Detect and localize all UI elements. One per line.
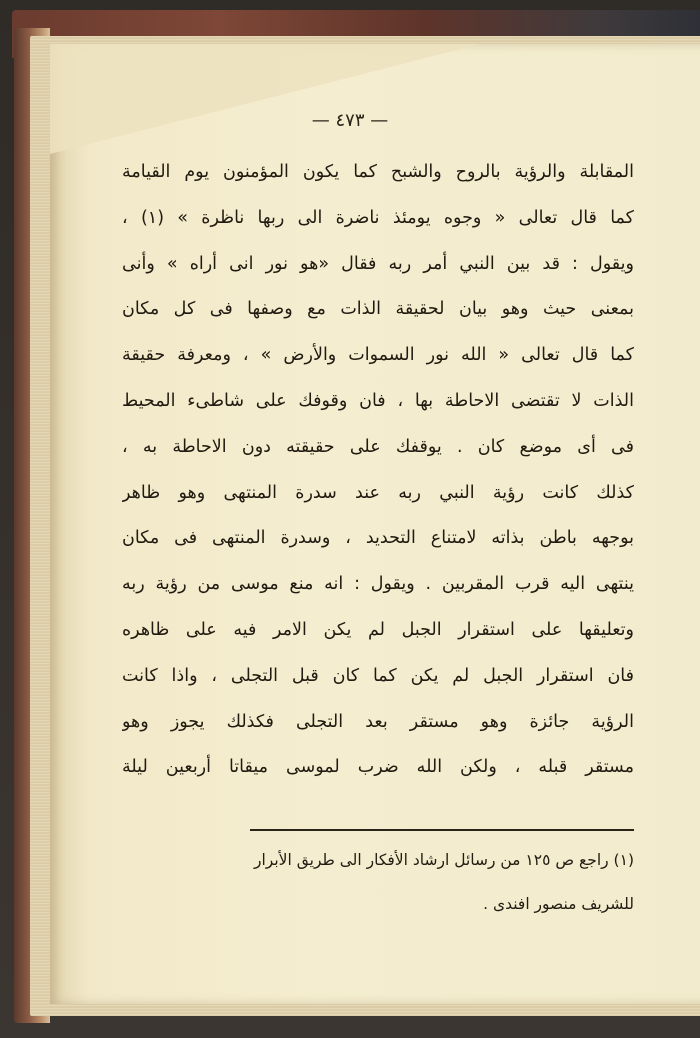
text-line: المقابلة والرؤية بالروح والشبح كما يكون المؤمنون يوم القيامة bbox=[122, 162, 634, 182]
text-line: بمعنى حيث وهو بيان لحقيقة الذات مع وصفها فى كل مكان bbox=[122, 299, 634, 320]
text-line: ويقول : قد بين النبي أمر ربه فقال «هو نور انى أراه » وأنى bbox=[122, 253, 634, 274]
text-line: كذلك كانت رؤية النبي ربه عند سدرة المنتهى وهو ظاهر bbox=[122, 482, 634, 503]
text-line: بوجهه باطن بذاته لامتناع التحديد ، وسدرة المنتهى فى مكان bbox=[122, 528, 634, 549]
footnote-line: للشريف منصور افندى . bbox=[483, 895, 634, 913]
text-line: كما قال تعالى « الله نور السموات والأرض » ، ومعرفة حقيقة bbox=[122, 345, 634, 366]
text-line: وتعليقها على استقرار الجبل لم يكن الامر فيه على ظاهره bbox=[122, 619, 634, 640]
body-text bbox=[122, 150, 634, 791]
text-line: كما قال تعالى « وجوه يومئذ ناضرة الى ربها ناظرة » (١) ، bbox=[122, 207, 634, 228]
footnote-line: (١) راجع ص ١٢٥ من رسائل ارشاد الأفكار الى طريق الأبرار bbox=[253, 851, 634, 869]
footnotes bbox=[130, 838, 634, 926]
text-line: فى أى موضع كان . يوقفك على حقيقته دون الاحاطة به ، bbox=[122, 436, 634, 457]
text-line: ينتهى اليه قرب المقربين . ويقول : انه منع موسى من رؤية ربه bbox=[122, 574, 634, 595]
text-line: فان استقرار الجبل لم يكن كما كان قبل التجلى ، واذا كانت bbox=[122, 665, 634, 686]
folded-corner bbox=[50, 44, 480, 154]
footnote-divider bbox=[250, 829, 634, 831]
text-line: الرؤية جائزة وهو مستقر بعد التجلى فكذلك يجوز وهو bbox=[122, 711, 634, 732]
text-line: الذات لا تقتضى الاحاطة بها ، فان وقوفك على شاطىء المحيط bbox=[122, 390, 634, 411]
page-number: — ٤٧٣ — bbox=[311, 110, 389, 131]
text-line: مستقر قبله ، ولكن الله ضرب لموسى ميقاتا أربعين ليلة bbox=[122, 757, 634, 778]
